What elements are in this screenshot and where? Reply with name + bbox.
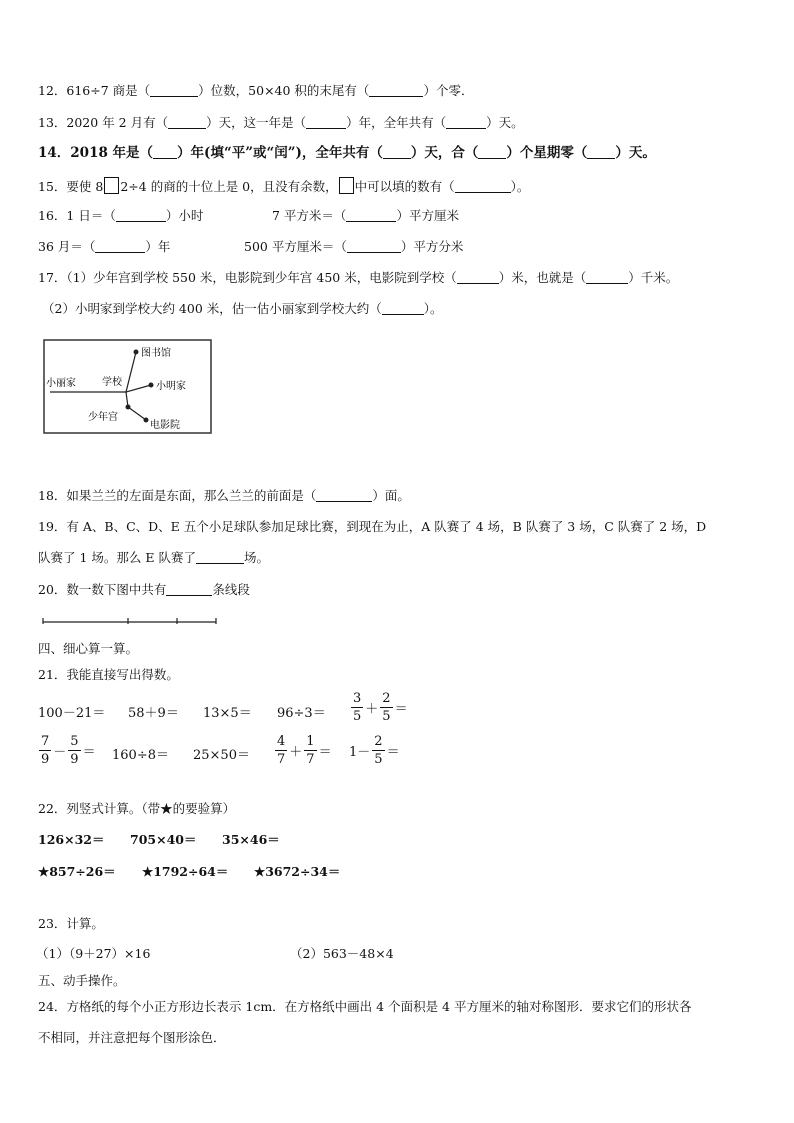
vertical-calc xyxy=(130,832,196,848)
vertical-calc-text: ★857÷26＝ xyxy=(38,864,116,879)
oral-calc xyxy=(38,702,105,721)
question-20 xyxy=(38,582,250,598)
question-21-title xyxy=(38,667,179,683)
oral-calc-text: 13×5＝ xyxy=(203,706,252,721)
label-school: 学校 xyxy=(102,377,122,388)
numerator: 2 xyxy=(382,691,391,706)
q13-text-d: ）天。 xyxy=(486,115,524,130)
digit-box[interactable] xyxy=(104,177,119,194)
q19-text: 队赛了 1 场。那么 E 队赛了 xyxy=(38,550,196,565)
q14-text-b: ）年(填“平”或“闰”)，全年共有（ xyxy=(177,145,383,161)
answer-blank[interactable] xyxy=(306,116,346,129)
denominator: 5 xyxy=(353,709,362,724)
q17-text: 17．（1）少年宫到学校 550 米，电影院到少年宫 450 米，电影院到学校（ xyxy=(38,270,457,285)
q15-text-d: ）。 xyxy=(510,179,530,194)
q17-text: ）米，也就是（ xyxy=(498,270,587,285)
q17-text: （2）小明家到学校大约 400 米，估一估小丽家到学校大约（ xyxy=(42,301,382,316)
calc-item-text: （1）（9＋27）×16 xyxy=(36,946,151,961)
denominator: 7 xyxy=(306,752,315,767)
fraction xyxy=(68,733,80,768)
label-xiaoming-home: 小明家 xyxy=(156,381,186,392)
oral-calc-text: 25×50＝ xyxy=(193,748,250,763)
q12-text-a: 12．616÷7 商是（ xyxy=(38,83,151,98)
fraction xyxy=(380,690,392,725)
question-15 xyxy=(38,177,529,195)
label-xiaoli-home: 小丽家 xyxy=(46,378,76,389)
q17-text: ）千米。 xyxy=(628,270,679,285)
question-16-row2 xyxy=(38,239,170,255)
q19-text: 场。 xyxy=(243,550,269,565)
calc-item xyxy=(36,946,150,962)
vertical-calc xyxy=(222,832,280,848)
q13-text-a: 13．2020 年 2 月有（ xyxy=(38,115,169,130)
oral-calc xyxy=(128,702,179,721)
q20-text-a: 20．数一数下图中共有 xyxy=(38,582,167,597)
youth-palace-point xyxy=(126,405,131,410)
question-17-part2 xyxy=(42,301,443,317)
question-24-line1 xyxy=(38,999,692,1015)
q16-text: ）平方分米 xyxy=(400,239,464,254)
question-24-line2 xyxy=(38,1030,226,1046)
calc-item-text: （2）563－48×4 xyxy=(290,946,394,961)
section-5-heading xyxy=(38,973,126,989)
q20-text-b: 条线段 xyxy=(212,582,250,597)
answer-blank[interactable] xyxy=(369,84,423,97)
q22-title: 22．列竖式计算。（带★的要验算） xyxy=(38,801,236,816)
label-cinema: 电影院 xyxy=(150,420,180,431)
equals: ＝ xyxy=(318,745,332,760)
vertical-calc-text: 35×46＝ xyxy=(222,832,280,847)
answer-blank[interactable] xyxy=(95,240,145,253)
q14-text-d: ）个星期零（ xyxy=(506,145,588,161)
answer-blank[interactable] xyxy=(347,240,401,253)
question-22-title xyxy=(38,801,235,817)
numerator: 2 xyxy=(374,734,383,749)
q15-text-b: 2÷4 的商的十位上是 0，且没有余数， xyxy=(120,179,338,194)
segment-figure xyxy=(40,614,220,626)
section-5-title: 五、动手操作。 xyxy=(38,973,126,988)
question-23-title xyxy=(38,916,104,932)
question-12 xyxy=(38,83,473,99)
label-youth-palace: 少年宫 xyxy=(88,412,118,423)
vertical-calc xyxy=(38,864,116,880)
fraction xyxy=(351,690,363,725)
oral-calc-text: 100－21＝ xyxy=(38,706,106,721)
answer-blank[interactable] xyxy=(382,302,424,315)
vertical-calc xyxy=(38,832,104,848)
answer-blank[interactable] xyxy=(455,180,511,193)
operator: ＋ xyxy=(289,745,303,760)
q18-text-a: 18．如果兰兰的左面是东面，那么兰兰的前面是（ xyxy=(38,488,317,503)
operator: ＋ xyxy=(365,702,379,717)
q16-text: 36 月＝（ xyxy=(38,239,96,254)
question-14 xyxy=(38,145,656,161)
xiaoming-point xyxy=(149,383,154,388)
oral-calc-text: 160÷8＝ xyxy=(112,748,169,763)
equals: ＝ xyxy=(82,745,96,760)
q12-text-b: ）位数，50×40 积的末尾有（ xyxy=(198,83,370,98)
vertical-calc-text: ★1792÷64＝ xyxy=(142,864,229,879)
fraction xyxy=(39,733,51,768)
vertical-calc xyxy=(142,864,228,880)
answer-blank[interactable] xyxy=(457,271,499,284)
answer-blank[interactable] xyxy=(446,116,486,129)
q19-text: 19．有 A、B、C、D、E 五个小足球队参加足球比赛，到现在为止，A 队赛了 4 场，B 队赛了 3 场，C 队赛了 2 场，D xyxy=(38,519,707,534)
question-16-row1b xyxy=(272,208,459,224)
q12-text-c: ）个零． xyxy=(423,83,474,98)
q24-text: 24．方格纸的每个小正方形边长表示 1cm．在方格纸中画出 4 个面积是 4 平方厘米的轴对称图形．要求它们的形状各 xyxy=(38,999,692,1014)
location-map xyxy=(40,337,216,437)
oral-calc xyxy=(203,702,252,721)
fraction-calc xyxy=(38,733,97,768)
denominator: 7 xyxy=(277,752,286,767)
oral-calc-text: 96÷3＝ xyxy=(277,706,326,721)
section-4-heading xyxy=(38,641,138,657)
q21-title: 21．我能直接写出得数。 xyxy=(38,667,179,682)
denominator: 5 xyxy=(382,709,391,724)
label-library: 图书馆 xyxy=(141,348,171,359)
vertical-calc-text: ★3672÷34＝ xyxy=(254,864,341,879)
library-point xyxy=(134,350,139,355)
fraction xyxy=(304,733,316,768)
vertical-calc xyxy=(254,864,340,880)
question-17-part1 xyxy=(38,270,678,286)
answer-blank[interactable] xyxy=(586,271,628,284)
fraction xyxy=(372,733,384,768)
equals: ＝ xyxy=(394,702,408,717)
q18-text-b: ）面。 xyxy=(372,488,410,503)
q14-text-c: ）天，合（ xyxy=(410,145,479,161)
q13-text-b: ）天，这一年是（ xyxy=(206,115,307,130)
question-16-row2b xyxy=(244,239,463,255)
vertical-calc-text: 126×32＝ xyxy=(38,832,105,847)
answer-blank[interactable] xyxy=(150,84,198,97)
calc-item xyxy=(290,946,394,962)
denominator: 5 xyxy=(374,752,383,767)
question-18 xyxy=(38,488,410,504)
cinema-point xyxy=(144,418,149,423)
answer-blank[interactable] xyxy=(166,583,212,596)
answer-blank[interactable] xyxy=(346,209,396,222)
oral-calc xyxy=(112,744,169,763)
equals: ＝ xyxy=(386,745,400,760)
q16-text: ）年 xyxy=(145,239,171,254)
q17-text: ）。 xyxy=(423,301,443,316)
numerator: 1 xyxy=(306,734,315,749)
answer-blank[interactable] xyxy=(316,489,372,502)
q16-text: 7 平方米＝（ xyxy=(272,208,347,223)
q14-text-a: 14．2018 年是（ xyxy=(38,145,154,161)
fraction-calc xyxy=(348,733,401,768)
denominator: 9 xyxy=(70,752,79,767)
oral-calc xyxy=(277,702,326,721)
denominator: 9 xyxy=(41,752,50,767)
q13-text-c: ）年，全年共有（ xyxy=(346,115,447,130)
vertical-calc-text: 705×40＝ xyxy=(130,832,197,847)
q23-title: 23．计算。 xyxy=(38,916,104,931)
digit-box[interactable] xyxy=(339,177,354,194)
q15-text-a: 15．要使 8 xyxy=(38,179,104,194)
oral-calc xyxy=(193,744,250,763)
question-16-row1 xyxy=(38,208,203,224)
answer-blank[interactable] xyxy=(383,146,411,159)
q16-text: ）小时 xyxy=(165,208,204,223)
fraction-calc xyxy=(274,733,333,768)
q16-text: 16．1 日＝（ xyxy=(38,208,116,223)
q24-text: 不相同，并注意把每个图形涂色． xyxy=(38,1030,226,1045)
answer-blank[interactable] xyxy=(153,146,177,159)
operator: － xyxy=(53,745,67,760)
fraction xyxy=(275,733,287,768)
answer-blank[interactable] xyxy=(478,146,506,159)
numerator: 4 xyxy=(277,734,286,749)
q15-text-c: 中可以填的数有（ xyxy=(354,179,455,194)
q16-text: 500 平方厘米＝（ xyxy=(244,239,347,254)
q16-text: ）平方厘米 xyxy=(396,208,459,223)
fraction-calc xyxy=(350,690,409,725)
operator: 1－ xyxy=(349,745,371,760)
question-19-line2 xyxy=(38,550,269,566)
oral-calc-text: 58＋9＝ xyxy=(128,706,179,721)
section-4-title: 四、细心算一算。 xyxy=(38,641,139,656)
answer-blank[interactable] xyxy=(116,209,166,222)
question-13 xyxy=(38,115,524,131)
answer-blank[interactable] xyxy=(196,551,244,564)
answer-blank[interactable] xyxy=(168,116,206,129)
q14-text-e: ）天。 xyxy=(615,145,656,161)
question-19-line1 xyxy=(38,519,706,535)
numerator: 3 xyxy=(353,691,362,706)
numerator: 7 xyxy=(41,734,50,749)
answer-blank[interactable] xyxy=(587,146,615,159)
numerator: 5 xyxy=(70,734,79,749)
